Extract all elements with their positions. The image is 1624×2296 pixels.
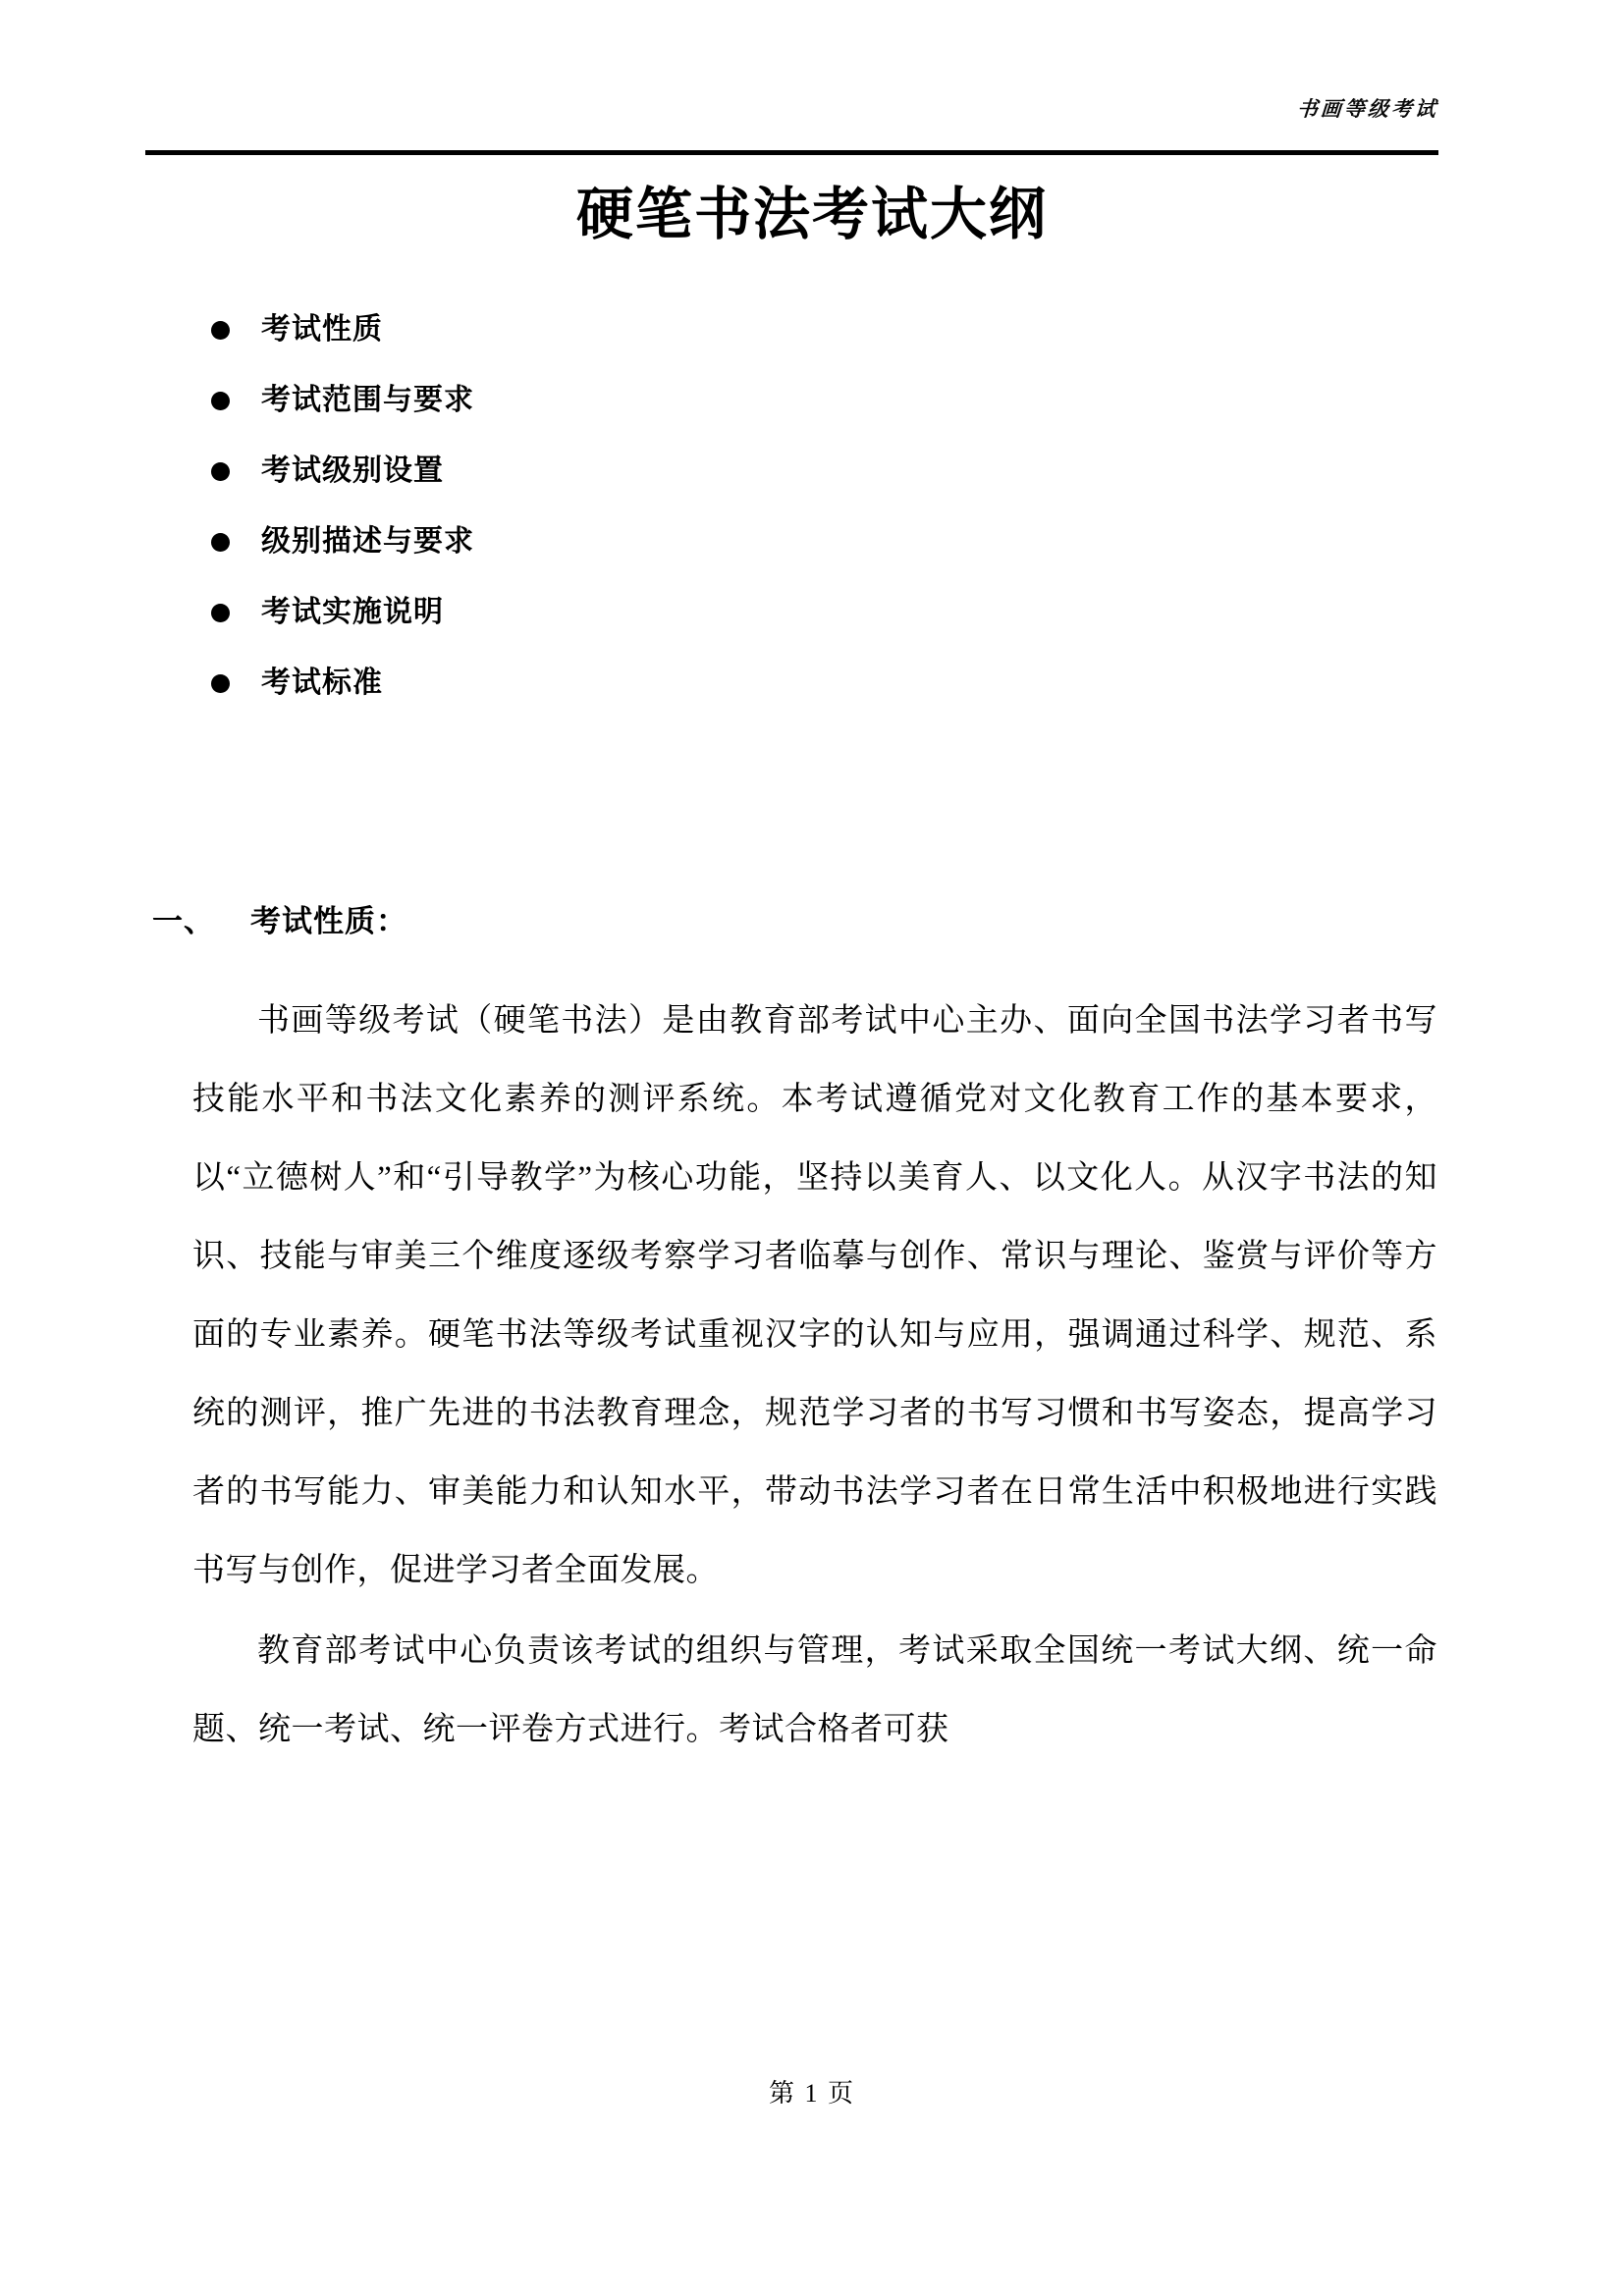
page-footer: 第 1 页 — [768, 2079, 855, 2108]
outline-item-kaoshijibie — [211, 436, 1389, 507]
outline-item-label: 考试范围与要求 — [261, 383, 474, 417]
outline-item-kaoshifanwei — [211, 365, 1389, 436]
outline-item-label: 考试实施说明 — [261, 595, 444, 629]
bullet-dot-icon — [211, 604, 230, 622]
bullet-dot-icon — [211, 462, 230, 481]
body-paragraph: 教育部考试中心负责该考试的组织与管理，考试采取全国统一考试大纲、统一命题、统一考试、统一评卷方式进行。考试合格者可获 — [192, 1633, 1437, 1747]
header-divider-rule — [145, 150, 1438, 155]
bullet-dot-icon — [211, 392, 230, 410]
section-title: 考试性质： — [250, 904, 407, 939]
section-heading — [152, 896, 407, 940]
section-number: 一、 — [152, 904, 215, 939]
outline-item-kaoshixingzhi — [211, 294, 1389, 365]
bullet-dot-icon — [211, 533, 230, 552]
body-paragraph: 书画等级考试（硬笔书法）是由教育部考试中心主办、面向全国书法学习者书写技能水平和书法文化素养的测评系统。本考试遵循党对文化教育工作的基本要求，以“立德树人”和“引导教学”为核心功能，坚持以美育人、以文化人。从汉字书法的知识、技能与审美三个维度逐级考察学习者临摹与创作、常识与理论、鉴赏与评价等方面的专业素养。硬笔书法等级考试重视汉字的认知与应用，强调通过科学、规范、系统的测评，推广先进的书法教育理念，规范学习者的书写习惯和书写姿态，提高学习者的书写能力、审美能力和认知水平，带动书法学习者在日常生活中积极地进行实践书写与创作，促进学习者全面发展。 — [192, 1003, 1437, 1588]
page-title: 硬笔书法考试大纲 — [575, 181, 1048, 247]
body-content — [192, 982, 1437, 1771]
outline-item-label: 级别描述与要求 — [261, 524, 474, 559]
outline-item-label: 考试性质 — [261, 312, 383, 347]
bullet-dot-icon — [211, 321, 230, 340]
outline-item-jibiemiaoshu — [211, 507, 1389, 577]
outline-item-label: 考试标准 — [261, 666, 383, 700]
outline-item-kaoshibiaozhun — [211, 648, 1389, 719]
outline-list — [211, 294, 1389, 719]
outline-item-shishishuoming — [211, 577, 1389, 648]
running-head-text: 书画等级考试 — [1296, 97, 1439, 121]
bullet-dot-icon — [211, 674, 230, 693]
page-header — [145, 98, 1438, 121]
outline-item-label: 考试级别设置 — [261, 454, 444, 488]
